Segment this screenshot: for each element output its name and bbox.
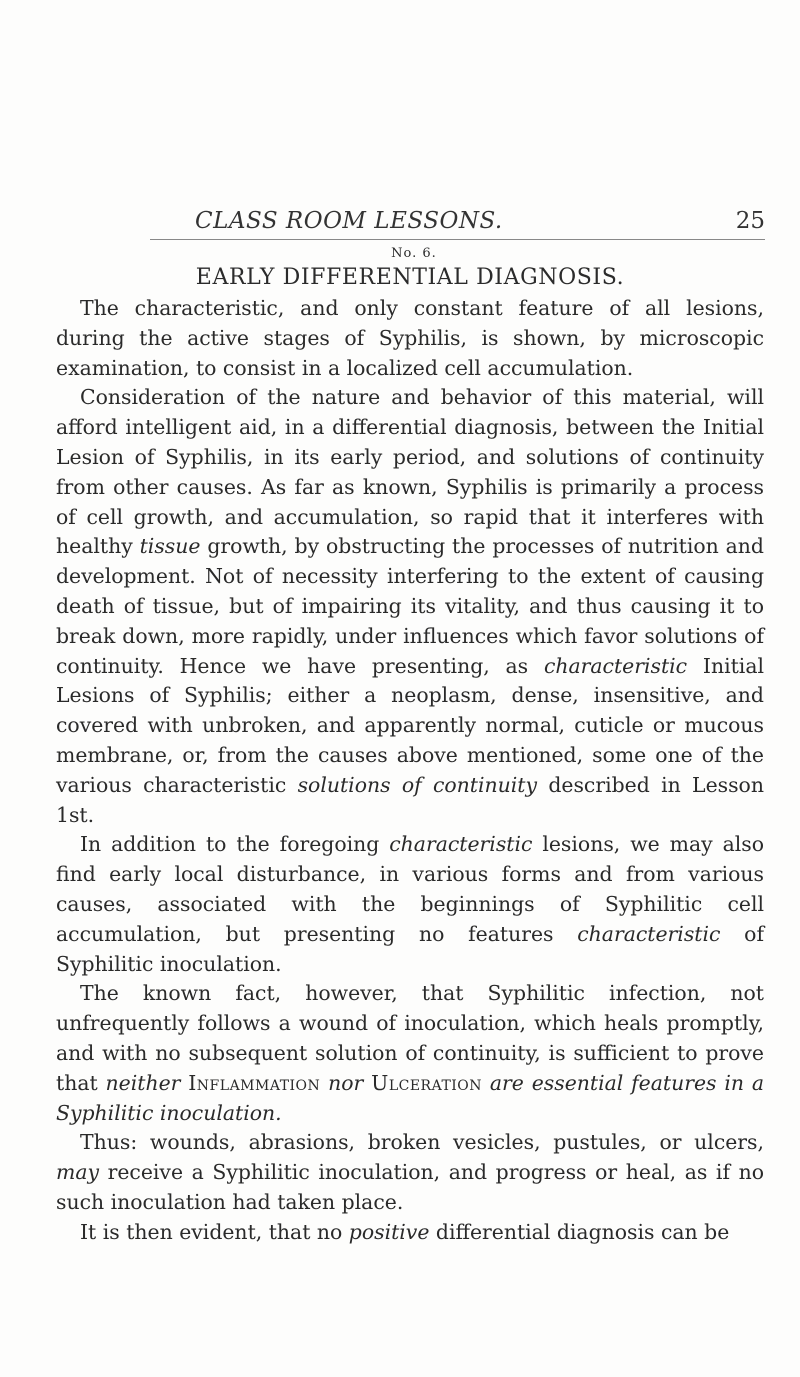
lesson-title: EARLY DIFFERENTIAL DIAGNOSIS.: [195, 265, 625, 290]
paragraph-5-text-a: Thus: wounds, abrasions, broken vesicles, pustules, or ulcers,: [80, 1130, 764, 1155]
paragraph-2-text-a: Consideration of the nature and behavior of this material, will afford intelligent aid, in a differential diagnosis, between the Initial Lesion of Syphilis, in its early period, and solutions of continuity from other causes. As far as known, Syphilis is primarily a process of cell growth, and accumulation, so rapid that it interferes with healthy: [56, 385, 764, 559]
page-header: [195, 208, 765, 248]
page-number: 25: [735, 208, 765, 234]
emphasis-essential-features: are essential features in a Syphilitic inoculation.: [56, 1070, 764, 1125]
page-body: [56, 246, 764, 1248]
running-head: CLASS ROOM LESSONS.: [195, 208, 503, 234]
emphasis-solutions: solutions of continuity: [297, 772, 538, 797]
emphasis-characteristic: characteristic: [543, 653, 688, 678]
emphasis-positive: positive: [348, 1219, 430, 1244]
emphasis-neither: neither: [105, 1070, 181, 1095]
paragraph-3-text-a: In addition to the foregoing: [80, 832, 390, 857]
paragraph-1: [56, 294, 764, 383]
term-ulceration: Ulceration: [371, 1070, 483, 1095]
paragraph-6-text-b: differential diagnosis can be: [429, 1219, 730, 1244]
paragraph-6: [56, 1218, 764, 1248]
paragraph-2-text-b: growth, by obstructing the processes of nutrition and development. Not of necessity interfering to the extent of causing death of tissue, but of impairing its vitality, and thus causing it to break down, more rapidly, under influences which favor solutions of continuity. Hence we have presenting, as: [56, 534, 764, 678]
emphasis-tissue: tissue: [139, 534, 201, 559]
paragraph-3-text-b: lesions, we may also find early local disturbance, in various forms and from various causes, associated with the beginnings of Syphilitic cell accumulation, but presenting no features: [56, 832, 764, 946]
paragraph-6-text-a: It is then evident, that no: [80, 1219, 349, 1244]
emphasis-may: may: [56, 1160, 100, 1185]
paragraph-5-text-b: receive a Syphilitic inoculation, and progress or heal, as if no such inoculation had taken place.: [56, 1160, 764, 1214]
lesson-number: No. 6.: [391, 246, 437, 261]
paragraph-2-text-d: described in Lesson 1st.: [56, 772, 764, 827]
header-rule: [150, 239, 765, 240]
paragraph-3: [56, 830, 764, 979]
paragraph-4: [56, 979, 764, 1128]
paragraph-2-text-c: Initial Lesions of Syphilis; either a neoplasm, dense, insensitive, and covered with unbroken, and apparently normal, cuticle or mucous membrane, or, from the causes above mentioned, some one of the various characteristic: [56, 653, 764, 797]
paragraph-3-text-c: of Syphilitic inoculation.: [56, 921, 764, 976]
paragraph-1-text: The characteristic, and only constant feature of all lesions, during the active stages of Syphilis, is shown, by microscopic examination, to consist in a localized cell accumulation.: [56, 296, 764, 380]
emphasis-characteristic-3: characteristic: [577, 921, 721, 946]
emphasis-characteristic-2: characteristic: [389, 832, 533, 857]
paragraph-2: [56, 383, 764, 830]
paragraph-4-text-a: The known fact, however, that Syphilitic infection, not unfrequently follows a wound of inoculation, which heals promptly, and with no subsequent solution of continuity, is sufficient to prove that: [56, 981, 764, 1095]
paragraph-5: [56, 1128, 764, 1217]
term-inflammation: Inflammation: [188, 1070, 321, 1095]
emphasis-nor: nor: [328, 1070, 364, 1095]
